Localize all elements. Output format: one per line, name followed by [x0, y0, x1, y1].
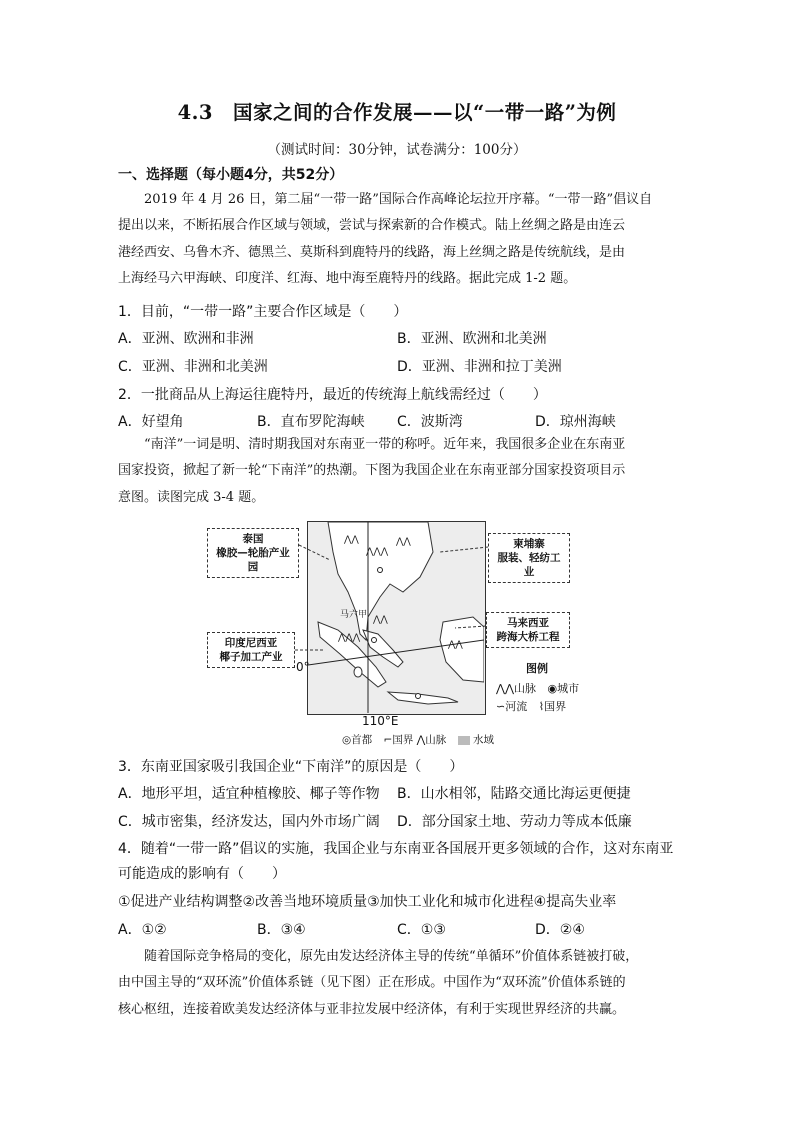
legend-label: 河流: [505, 700, 528, 713]
legend-label: 山脉: [514, 682, 537, 695]
section-heading: 一、选择题（每小题4分，共52分）: [118, 167, 344, 183]
q3-option-d[interactable]: D．部分国家土地、劳动力等成本低廉: [397, 814, 632, 830]
question-4-stem: 4．随着“一带一路”倡议的实施，我国企业与东南亚各国展开更多领域的合作，这对东南亚: [118, 841, 674, 857]
mountain-mark: ⋀⋀⋀: [366, 547, 389, 557]
passage-line: 核心枢纽，连接着欧美发达经济体与亚非拉发展中经济体，有利于实现世界经济的共赢。: [118, 1001, 626, 1017]
passage-line: 意图。读图完成 3-4 题。: [118, 489, 265, 505]
legend-title: 图例: [526, 662, 548, 675]
mountain-icon: ⋀: [416, 734, 426, 746]
map-bottom-legend: [342, 732, 494, 747]
callout-country: 马来西亚: [507, 617, 549, 629]
mountain-mark: ⋀⋀⋀: [338, 633, 361, 643]
test-info: （测试时间：30分钟，试卷满分：100分）: [267, 142, 527, 158]
q2-option-b[interactable]: B．直布罗陀海峡: [257, 414, 365, 430]
mountain-mark: ⋀⋀: [344, 535, 359, 545]
mountain-icon: ⋀⋀: [496, 682, 515, 695]
q3-option-b[interactable]: B．山水相邻，陆路交通比海运更便捷: [397, 786, 631, 802]
passage-line: 国家投资，掀起了新一轮“下南洋”的热潮。下图为我国企业在东南亚部分国家投资项目示: [118, 463, 626, 479]
passage-line: 由中国主导的“双环流”价值体系链（见下图）正在形成。中国作为“双环流”价值体系链的: [118, 975, 626, 991]
passage-line: “南洋”一词是明、清时期我国对东南亚一带的称呼。近年来，我国很多企业在东南亚: [144, 437, 626, 452]
q1-option-a[interactable]: A．亚洲、欧洲和非洲: [118, 331, 254, 347]
passage-line: 2019 年 4 月 26 日，第二届“一带一路”国际合作高峰论坛拉开序幕。“一带一路”倡议自: [144, 192, 653, 207]
legend-label: 山脉: [425, 734, 447, 746]
river-icon: ∽: [496, 700, 506, 713]
mountain-mark: ⋀⋀: [396, 537, 411, 547]
city-icon: ◉: [547, 682, 558, 695]
q4-option-d[interactable]: D．②④: [535, 922, 585, 938]
q2-option-d[interactable]: D．琼州海峡: [535, 414, 616, 430]
legend-label: 国界: [544, 700, 567, 713]
callout-project: 橡胶—轮胎产业园: [216, 547, 290, 573]
strait-label: 马六甲: [340, 610, 368, 620]
passage-line: 随着国际竞争格局的变化，原先由发达经济体主导的传统“单循环”价值体系链被打破，: [144, 949, 639, 964]
question-4-statements: ①促进产业结构调整②改善当地环境质量③加快工业化和城市化进程④提高失业率: [118, 894, 617, 910]
q4-option-c[interactable]: C．①③: [397, 922, 446, 938]
border-icon: ⌇: [538, 700, 545, 713]
q4-option-a[interactable]: A．①②: [118, 922, 167, 938]
question-1-stem: 1．目前，“一带一路”主要合作区域是（ ）: [118, 304, 408, 320]
legend-label: 国界: [392, 734, 414, 746]
q1-option-d[interactable]: D．亚洲、非洲和拉丁美洲: [397, 359, 562, 375]
question-2-stem: 2．一批商品从上海运往鹿特丹，最近的传统海上航线需经过（ ）: [118, 387, 547, 403]
q2-option-c[interactable]: C．波斯湾: [397, 414, 463, 430]
passage-3: [118, 944, 674, 1023]
q1-option-b[interactable]: B．亚洲、欧洲和北美洲: [397, 331, 547, 347]
page-title: 4.3 国家之间的合作发展——以“一带一路”为例: [177, 101, 617, 124]
legend-label: 首都: [351, 734, 373, 746]
map-legend: [496, 660, 579, 714]
mountain-mark: ⋀⋀: [373, 615, 388, 625]
passage-line: 上海经马六甲海峡、印度洋、红海、地中海至鹿特丹的线路。据此完成 1-2 题。: [118, 270, 577, 286]
water-swatch: [458, 736, 470, 745]
q4-option-b[interactable]: B．③④: [257, 922, 306, 938]
leader-line: [455, 626, 486, 628]
question-4-stem-cont: 可能造成的影响有（ ）: [118, 866, 286, 882]
q3-option-a[interactable]: A．地形平坦，适宜种植橡胶、椰子等作物: [118, 786, 380, 802]
question-3-stem: 3．东南亚国家吸引我国企业“下南洋”的原因是（ ）: [118, 759, 464, 775]
capital-icon: ◎: [342, 734, 352, 746]
q1-option-c[interactable]: C．亚洲、非洲和北美洲: [118, 359, 268, 375]
leader-line: [440, 547, 488, 552]
callout-country: 柬埔寨: [513, 538, 545, 550]
longitude-label: 110°E: [362, 714, 399, 728]
q2-option-a[interactable]: A．好望角: [118, 414, 184, 430]
passage-line: 提出以来，不断拓展合作区域与领域，尝试与探索新的合作模式。陆上丝绸之路是由连云: [118, 218, 626, 234]
passage-line: 港经西安、乌鲁木齐、德黑兰、莫斯科到鹿特丹的线路，海上丝绸之路是传统航线，是由: [118, 244, 626, 260]
callout-project: 椰子加工产业: [219, 651, 283, 663]
q3-option-c[interactable]: C．城市密集，经济发达，国内外市场广阔: [118, 814, 380, 830]
callout-project: 服装、轻纺工业: [497, 552, 561, 578]
callout-country: 泰国: [242, 533, 264, 545]
mountain-mark: ⋀⋀: [448, 640, 463, 650]
equator-label: 0°: [296, 660, 310, 674]
leader-line: [299, 545, 330, 560]
callout-country: 印度尼西亚: [224, 637, 278, 649]
legend-label: 城市: [557, 682, 580, 695]
legend-label: 水域: [472, 734, 494, 746]
border-icon: ⌐: [383, 734, 393, 746]
callout-project: 跨海大桥工程: [496, 631, 560, 643]
